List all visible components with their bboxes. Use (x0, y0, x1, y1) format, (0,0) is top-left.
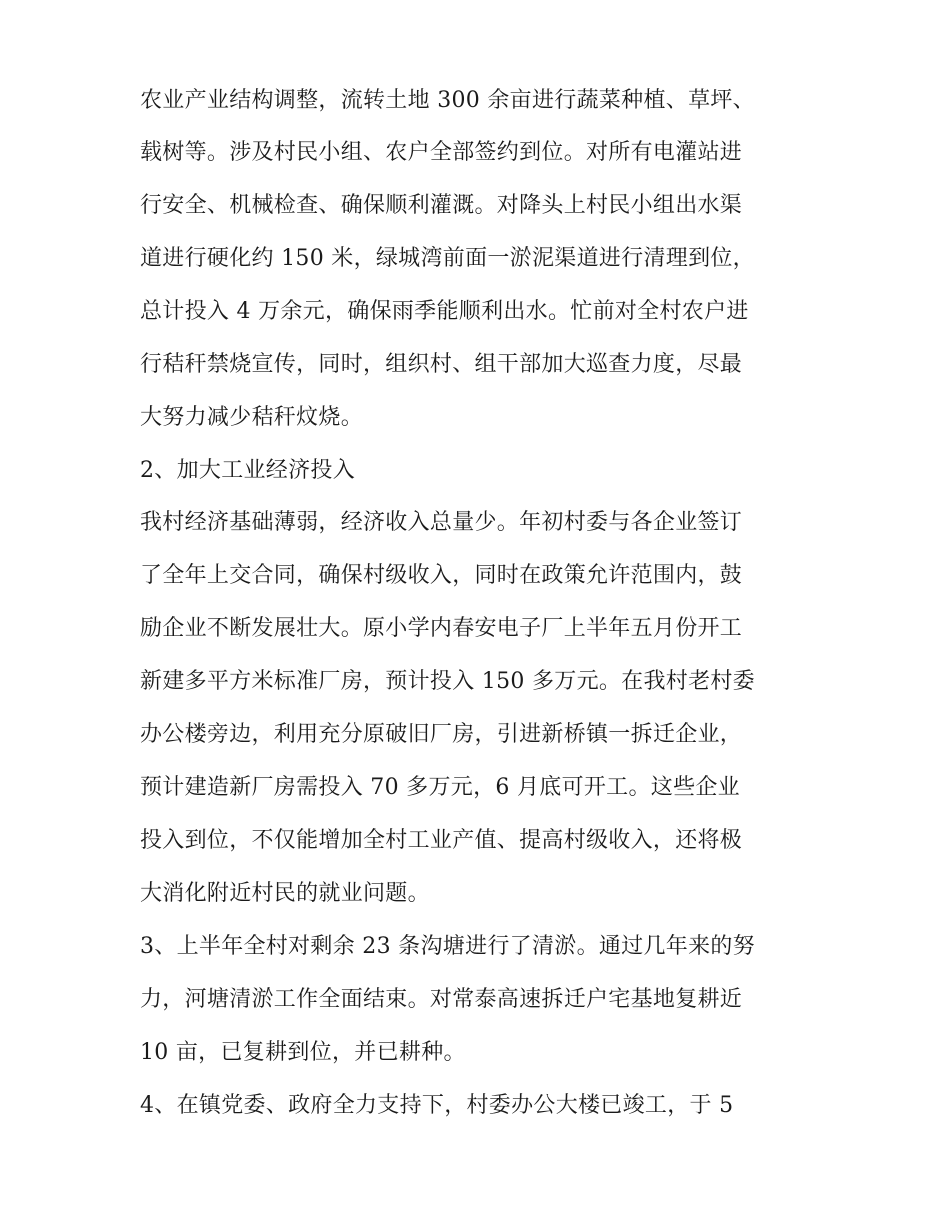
text-line: 我村经济基础薄弱，经济收入总量少。年初村委与各企业签订 (140, 510, 743, 535)
text-line: 大努力减少秸秆炆烧。 (140, 405, 364, 430)
text-line: 办公楼旁边，利用充分原破旧厂房，引进新桥镇一拆迁企业， (140, 722, 743, 747)
text-line: 预计建造新厂房需投入 70 多万元，6 月底可开工。这些企业 (140, 775, 740, 800)
text-line: 载树等。涉及村民小组、农户全部签约到位。对所有电灌站进 (140, 140, 743, 165)
section-heading: 2、加大工业经济投入 (140, 458, 355, 483)
text-line: 投入到位，不仅能增加全村工业产值、提高村级收入，还将极 (140, 828, 743, 853)
text-line: 农业产业结构调整，流转土地 300 余亩进行蔬菜种植、草坪、 (140, 88, 755, 113)
text-line: 3、上半年全村对剩余 23 条沟塘进行了清淤。通过几年来的努 (140, 934, 755, 959)
text-line: 10 亩，已复耕到位，并已耕种。 (140, 1040, 466, 1065)
text-line: 新建多平方米标准厂房，预计投入 150 多万元。在我村老村委 (140, 669, 755, 694)
text-line: 4、在镇党委、政府全力支持下，村委办公大楼已竣工，于 5 (140, 1093, 734, 1118)
text-line: 了全年上交合同，确保村级收入，同时在政策允许范围内，鼓 (140, 563, 743, 588)
text-line: 总计投入 4 万余元，确保雨季能顺利出水。忙前对全村农户进 (140, 299, 749, 324)
text-line: 大消化附近村民的就业问题。 (140, 881, 430, 906)
text-line: 力，河塘清淤工作全面结束。对常泰高速拆迁户宅基地复耕近 (140, 987, 743, 1012)
text-line: 行秸秆禁烧宣传，同时，组织村、组干部加大巡查力度，尽最 (140, 352, 743, 377)
text-line: 道进行硬化约 150 米，绿城湾前面一淤泥渠道进行清理到位， (140, 246, 755, 271)
text-line: 行安全、机械检查、确保顺利灌溉。对降头上村民小组出水渠 (140, 193, 743, 218)
text-line: 励企业不断发展壮大。原小学内春安电子厂上半年五月份开工 (140, 616, 743, 641)
